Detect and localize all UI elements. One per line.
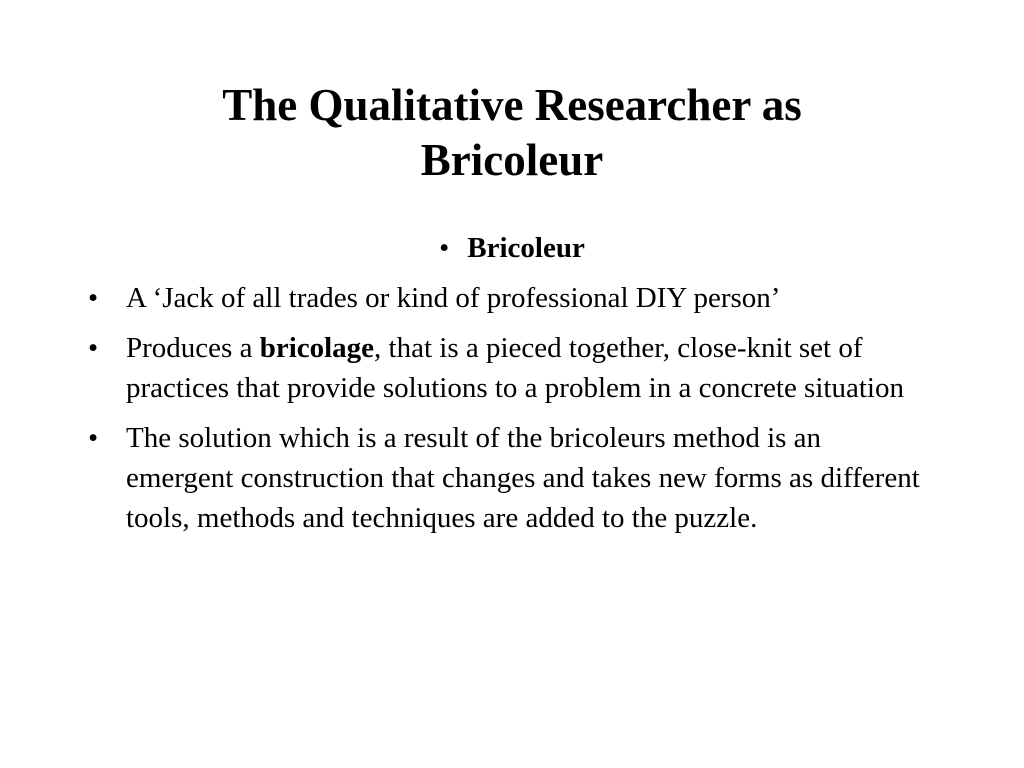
bullet-item-solution (0, 418, 1024, 538)
bullet-heading-text: Bricoleur (467, 232, 585, 264)
bullet-text: A ‘Jack of all trades or kind of professional DIY person’ (126, 282, 781, 314)
bullet-item-heading (0, 228, 1024, 268)
bullet-list (0, 228, 1024, 548)
bullet-bold-term: bricolage (259, 332, 375, 364)
bullet-text: The solution which is a result of the bricoleurs method is an emergent construction that changes and takes new forms as different tools, methods and techniques are added to the puzzle. (126, 422, 920, 534)
bullet-text-after: , that is a pieced together, close-knit set of practices that provide solutions to a problem in a concrete situation (126, 332, 904, 404)
bullet-text-before: Produces a (126, 332, 260, 364)
title-line-1: The Qualitative Researcher as (222, 80, 802, 130)
bullet-dot-icon: • (88, 332, 99, 364)
slide-title (100, 78, 924, 188)
bullet-dot-icon: • (88, 422, 99, 454)
bullet-item-bricolage (0, 328, 1024, 408)
title-line-2: Bricoleur (420, 135, 604, 185)
bullet-dot-icon: • (439, 232, 450, 264)
bullet-item-jack (0, 278, 1024, 318)
bullet-dot-icon: • (88, 282, 99, 314)
